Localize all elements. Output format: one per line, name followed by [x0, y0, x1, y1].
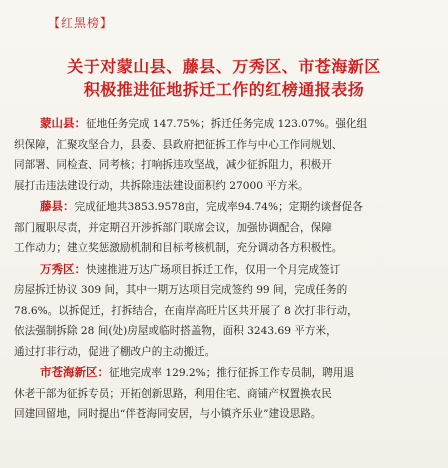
red-black-list-tag: 【红黑榜】	[48, 16, 114, 30]
paragraph-line: 休老干部为征拆专员；开拓创新思路，利用住宅、商铺产权置换农民	[14, 387, 332, 400]
paragraph-line: 展打击违法建设行动，共拆除违法建设面积约 27000 平方米。	[14, 179, 309, 192]
paragraph-line: 回建回留地，同时提出“伴苍海同安居，与小镇齐乐业”建设思路。	[14, 408, 322, 420]
document-title	[14, 55, 434, 101]
paragraph-line: 通过打非行动，促进了棚改户的主动搬迁。	[14, 345, 216, 358]
paragraph-line: 万秀区：快速推进万达广场项目拆迁工作，仅用一个月完成签订	[40, 261, 341, 276]
paragraph-line: 78.6%。以拆促迁，打拆结合，在南岸高旺片区共开展了 8 次打非行动，	[14, 304, 358, 317]
paragraph-line: 织保障，汇聚攻坚合力，县委、县政府把征拆工作与中心工作同规划、	[14, 138, 343, 151]
paragraph-heading: 万秀区：	[40, 261, 86, 276]
title-line-1: 关于对蒙山县、藤县、万秀区、市苍海新区	[67, 57, 381, 76]
paragraph-line: 同部署、同检查、同考核；打响拆违攻坚战，减少征拆阻力，积极开	[14, 159, 332, 171]
paragraph-canghai	[14, 362, 434, 425]
paragraph-line: 市苍海新区：征地完成率 129.2%；推行征拆工作专员制，聘用退	[40, 365, 355, 379]
paragraph-heading: 市苍海新区：	[40, 365, 109, 379]
document-body	[14, 113, 434, 425]
paragraph-line: 蒙山县：征地任务完成 147.75%；拆迁任务完成 123.07%。强化组	[40, 116, 368, 130]
paragraph-line: 工作动力；建立奖惩激励机制和目标考核机制，充分调动各方积极性。	[14, 242, 343, 254]
paragraph-mengshan	[14, 113, 434, 196]
paragraph-heading: 藤县：	[40, 199, 75, 213]
title-line-2: 积极推进征地拆迁工作的红榜通报表扬	[83, 80, 365, 99]
paragraph-wanxiu	[14, 259, 434, 363]
paragraph-heading: 蒙山县：	[40, 116, 86, 130]
paragraph-line: 依法强制拆除 28 间(处)房屋或临时搭盖物，面积 3243.69 平方米，	[14, 325, 337, 337]
paragraph-line: 部门履职尽责，并定期召开涉拆部门联席会议，加强协调配合，保障	[14, 221, 332, 234]
paragraph-line: 藤县：完成征地共3853.9578亩，完成率94.74%；定期约谈督促各	[40, 199, 363, 213]
paragraph-line: 房屋拆迁协议 309 间，其中一期万达项目完成签约 99 间，完成任务的	[14, 284, 348, 296]
paragraph-tengxian	[14, 196, 434, 259]
